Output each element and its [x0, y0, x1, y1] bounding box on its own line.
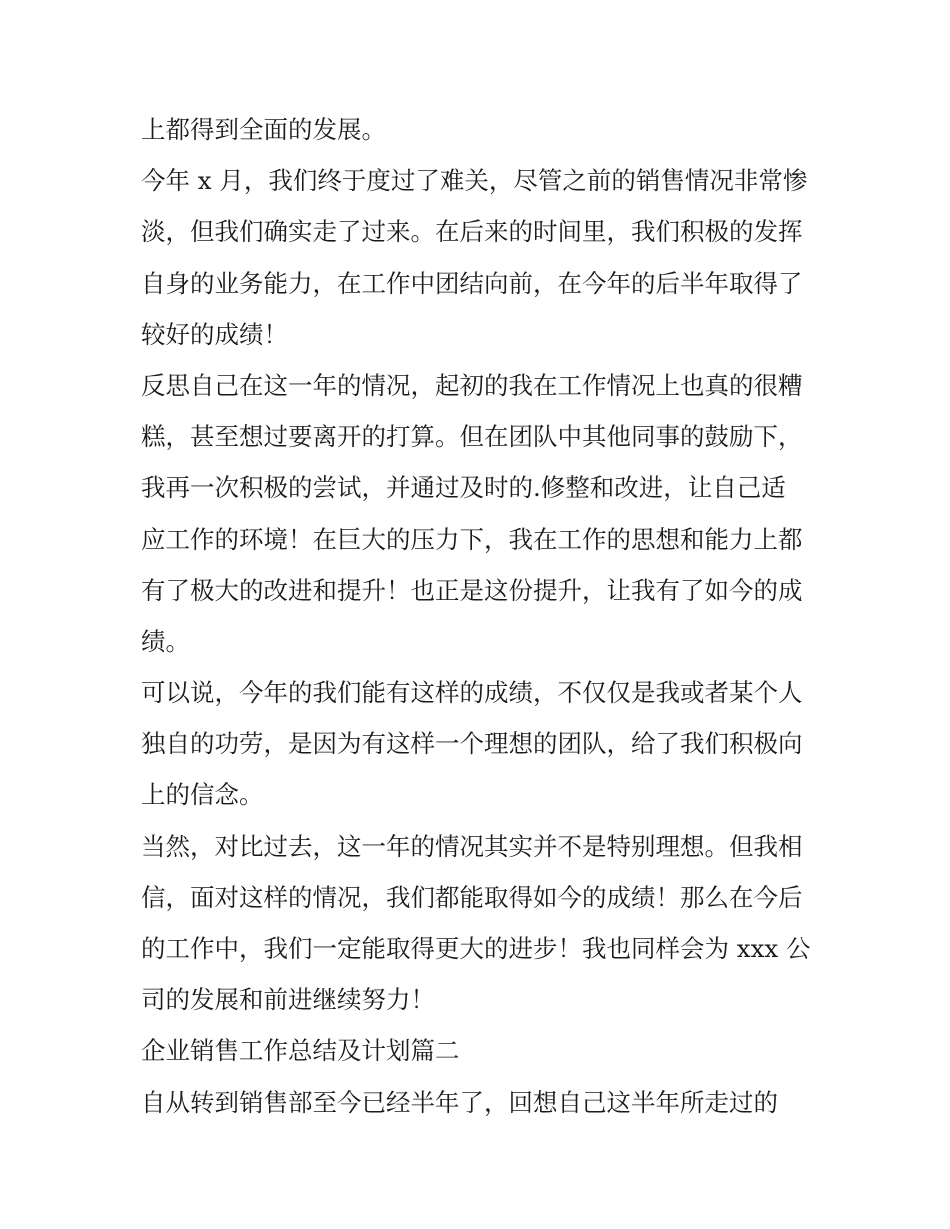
text-line: 较好的成绩！ — [141, 319, 288, 349]
text-line: 上的信念。 — [141, 780, 264, 810]
text-line: 自从转到销售部至今已经半年了，回想自己这半年所走过的 — [141, 1087, 778, 1117]
text-line: 我再一次积极的尝试，并通过及时的.修整和改进，让自己适 — [141, 473, 786, 503]
text-line: 自身的业务能力，在工作中团结向前，在今年的后半年取得了 — [141, 268, 803, 298]
text-line: 当然，对比过去，这一年的情况其实并不是特别理想。但我相 — [141, 831, 803, 861]
text-line: 绩。 — [141, 626, 190, 656]
text-line: 信，面对这样的情况，我们都能取得如今的成绩！那么在今后 — [141, 882, 803, 912]
document-body — [141, 104, 821, 1128]
text-line: 独自的功劳，是因为有这样一个理想的团队，给了我们积极向 — [141, 729, 803, 759]
text-line: 有了极大的改进和提升！也正是这份提升，让我有了如今的成 — [141, 575, 803, 605]
text-line: 糕，甚至想过要离开的打算。但在团队中其他同事的鼓励下， — [141, 422, 803, 452]
text-line: 司的发展和前进继续努力！ — [141, 985, 435, 1015]
text-line: 应工作的环境！在巨大的压力下，我在工作的思想和能力上都 — [141, 524, 803, 554]
text-line: 的工作中，我们一定能取得更大的进步！我也同样会为 xxx 公 — [141, 934, 811, 963]
text-line: 上都得到全面的发展。 — [141, 115, 386, 144]
text-line: 今年 x 月，我们终于度过了难关，尽管之前的销售情况非常惨 — [141, 166, 808, 196]
text-line: 淡，但我们确实走了过来。在后来的时间里，我们积极的发挥 — [141, 217, 803, 247]
section-heading: 企业销售工作总结及计划篇二 — [141, 1036, 460, 1066]
text-line: 可以说，今年的我们能有这样的成绩，不仅仅是我或者某个人 — [141, 678, 803, 708]
text-line: 反思自己在这一年的情况，起初的我在工作情况上也真的很糟 — [141, 370, 803, 400]
